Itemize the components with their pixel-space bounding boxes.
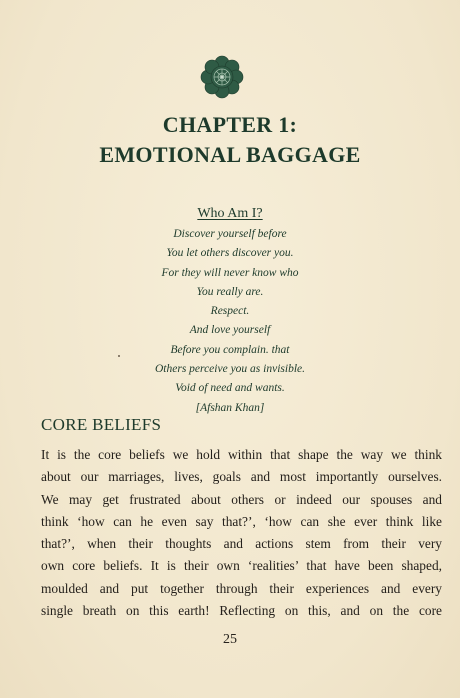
paragraph-line: about our marriages, lives, goals and most importantly ourselves. [41,469,442,485]
poem-line: Before you complain. that [170,343,290,356]
chapter-number: CHAPTER 1: [162,112,298,137]
paper-speck [118,355,120,357]
paragraph-line: We may get frustrated about others or indeed our spouses and [41,491,442,507]
section-heading: CORE BELIEFS [41,415,162,434]
paragraph-line: think ‘how can he even say that?’, ‘how can she ever think like [41,513,442,529]
paragraph-line: It is the core beliefs we hold within that shape the way we think [41,447,442,462]
paragraph-line: own core beliefs. It is their own ‘realities’ that have been shaped, [41,558,442,574]
poem-line: Discover yourself before [173,228,287,240]
poem [0,205,460,418]
paragraph-line: single breath on this earth! Reflecting on this, and on the core [41,603,442,619]
paragraph-line: moulded and put together through their experiences and every [41,580,442,596]
poem-line: You really are. [196,285,264,298]
body-paragraph [41,444,442,622]
poem-line: Others perceive you as invisible. [155,363,305,376]
poem-line: You let others discover you. [166,247,294,260]
poem-attribution: [Afshan Khan] [195,401,265,414]
flower-rosette-icon [199,54,245,100]
poem-line: Void of need and wants. [175,382,285,395]
poem-line: And love yourself [189,324,271,337]
poem-line: For they will never know who [161,266,299,279]
paragraph-line: that?’, when their thoughts and actions stem from their very [41,536,442,552]
chapter-title: EMOTIONAL BAGGAGE [99,142,361,167]
poem-title: Who Am I? [197,206,263,221]
poem-line: Respect. [210,305,250,318]
page-number: 25 [223,632,237,647]
